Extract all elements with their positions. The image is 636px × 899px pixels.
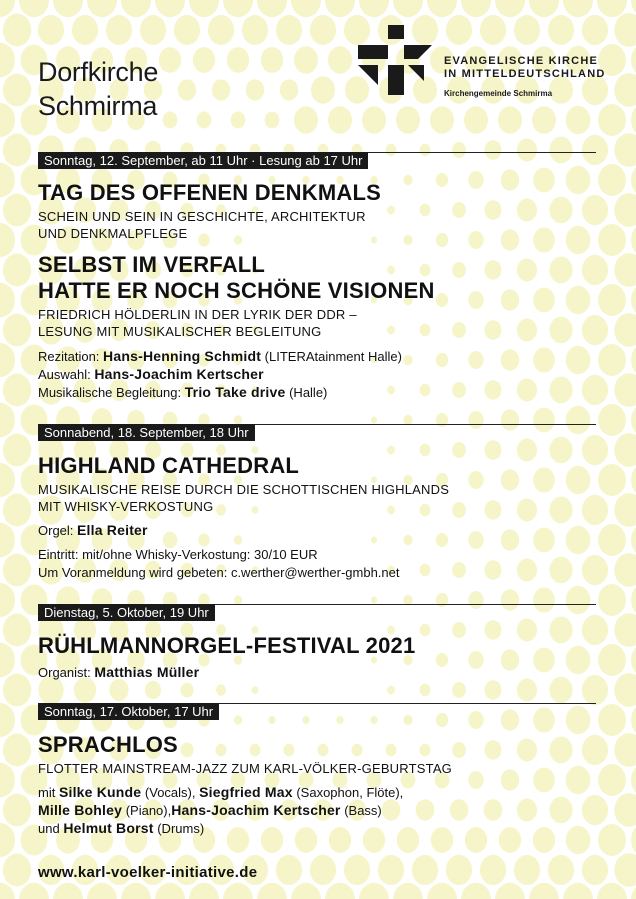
credit-person: Hans-Joachim Kertscher [94, 366, 264, 382]
lineup-text: (Drums) [153, 821, 205, 836]
event-4-lineup-1 [38, 784, 403, 801]
event-2-title: HIGHLAND CATHEDRAL [38, 453, 300, 478]
organ-label: Orgel: [38, 523, 78, 538]
lineup-person: Silke Kunde [58, 784, 142, 800]
organist-person: Matthias Müller [94, 664, 200, 680]
credit-selection [38, 366, 264, 383]
church-name-line-1: EVANGELISCHE KIRCHE [444, 55, 598, 67]
event-1-title: TAG DES OFFENEN DENKMALS [38, 180, 381, 205]
event-2-subtitle-2: MIT WHISKY-VERKOSTUNG [38, 499, 214, 514]
lineup-text: (Saxophon, Flöte), [292, 785, 404, 800]
credit-extra: (Halle) [285, 385, 328, 400]
credit-person: Trio Take drive [184, 384, 286, 400]
event-3-organist [38, 664, 199, 681]
event-2-subtitle-1: MUSIKALISCHE REISE DURCH DIE SCHOTTISCHEN HIGHLANDS [38, 482, 450, 497]
credit-person: Hans-Henning Schmidt [103, 348, 262, 364]
event-4-date: Sonntag, 17. Oktober, 17 Uhr [38, 703, 219, 720]
credit-music [38, 384, 327, 401]
cross-logo-icon [358, 25, 438, 97]
lineup-text: mit [38, 785, 59, 800]
event-4-title: SPRACHLOS [38, 732, 178, 757]
lineup-person: Mille Bohley [38, 802, 123, 818]
event-1-subtitle2-2: LESUNG MIT MUSIKALISCHER BEGLEITUNG [38, 324, 322, 339]
credit-recitation [38, 348, 402, 365]
lineup-text: (Piano), [122, 803, 172, 818]
lineup-person: Siegfried Max [199, 784, 293, 800]
lineup-person: Helmut Borst [63, 820, 154, 836]
credit-label: Musikalische Begleitung: [38, 385, 185, 400]
event-1-title2-1: SELBST IM VERFALL [38, 252, 266, 277]
lineup-text: (Vocals), [141, 785, 200, 800]
event-1-subtitle-2: UND DENKMALPFLEGE [38, 226, 188, 241]
event-3-title: RÜHLMANNORGEL-FESTIVAL 2021 [38, 633, 416, 658]
event-1-subtitle2-1: FRIEDRICH HÖLDERLIN IN DER LYRIK DER DDR – [38, 307, 357, 322]
event-4-subtitle: FLOTTER MAINSTREAM-JAZZ ZUM KARL-VÖLKER-GEBURTSTAG [38, 761, 452, 776]
credit-label: Auswahl: [38, 367, 95, 382]
parish-name: Kirchengemeinde Schmirma [444, 89, 553, 98]
venue-line-1: Dorfkirche [38, 57, 159, 87]
event-1-title2-2: HATTE ER NOCH SCHÖNE VISIONEN [38, 278, 435, 303]
website-link[interactable]: www.karl-voelker-initiative.de [38, 864, 258, 881]
event-2-entry: Eintritt: mit/ohne Whisky-Verkostung: 30/10 EUR [38, 547, 318, 562]
organ-person: Ella Reiter [77, 522, 148, 538]
event-1-subtitle-1: SCHEIN UND SEIN IN GESCHICHTE, ARCHITEKTUR [38, 209, 366, 224]
event-4-lineup-3 [38, 820, 204, 837]
event-2-registration: Um Voranmeldung wird gebeten: c.werther@werther-gmbh.net [38, 565, 400, 580]
venue-line-2: Schmirma [38, 91, 158, 121]
event-2-organ [38, 522, 148, 539]
church-name-line-2: IN MITTELDEUTSCHLAND [444, 68, 606, 80]
credit-label: Rezitation: [38, 349, 104, 364]
event-1-date: Sonntag, 12. September, ab 11 Uhr · Lesung ab 17 Uhr [38, 152, 368, 169]
lineup-text: und [38, 821, 64, 836]
credit-extra: (LITERAtainment Halle) [261, 349, 402, 364]
lineup-person: Hans-Joachim Kertscher [171, 802, 341, 818]
event-2-date: Sonnabend, 18. September, 18 Uhr [38, 424, 255, 441]
lineup-text: (Bass) [340, 803, 382, 818]
church-logo [358, 25, 606, 105]
church-name [444, 55, 606, 81]
venue-name [38, 55, 158, 123]
event-3-date: Dienstag, 5. Oktober, 19 Uhr [38, 604, 215, 621]
event-4-lineup-2 [38, 802, 382, 819]
organist-label: Organist: [38, 665, 95, 680]
